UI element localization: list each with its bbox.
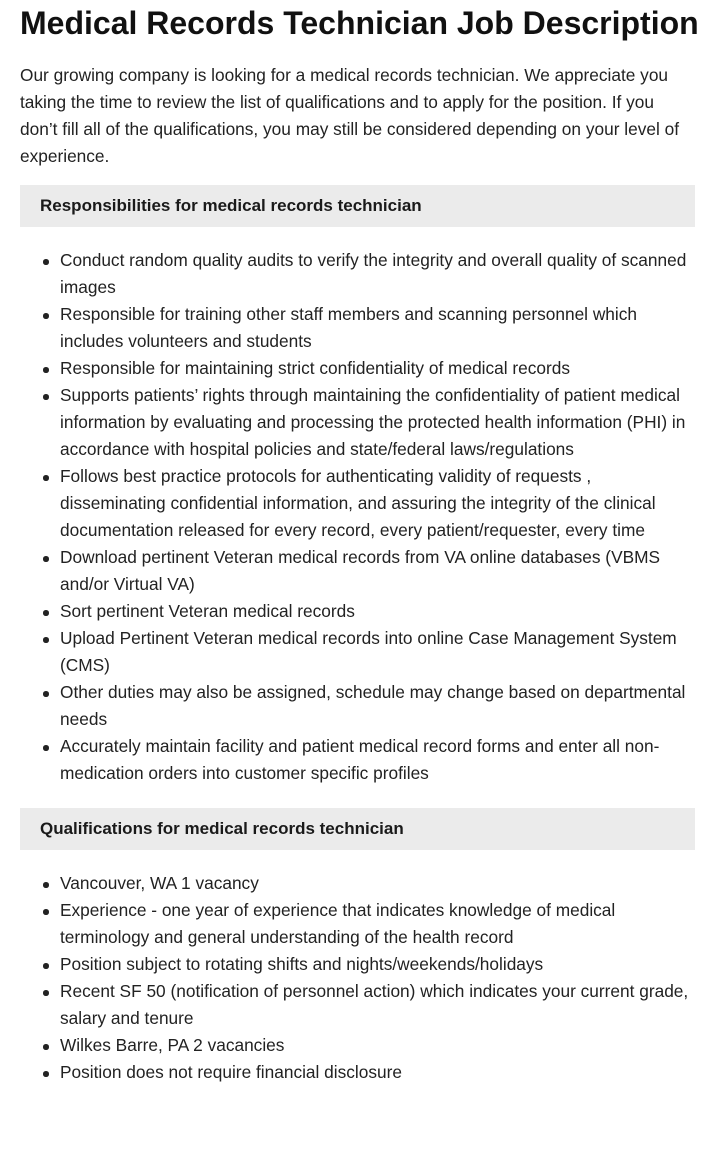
responsibility-item: Upload Pertinent Veteran medical records into online Case Management System (CMS) <box>20 625 695 679</box>
qualification-item: Experience - one year of experience that indicates knowledge of medical terminology and general understanding of the health record <box>20 897 695 951</box>
responsibility-item: Sort pertinent Veteran medical records <box>20 598 695 625</box>
responsibility-item: Download pertinent Veteran medical records from VA online databases (VBMS and/or Virtual VA) <box>20 544 695 598</box>
qualification-item: Vancouver, WA 1 vacancy <box>20 870 695 897</box>
responsibility-item: Responsible for maintaining strict confidentiality of medical records <box>20 355 695 382</box>
page-title: Medical Records Technician Job Description <box>20 5 699 41</box>
responsibility-item: Conduct random quality audits to verify the integrity and overall quality of scanned images <box>20 247 695 301</box>
responsibility-item: Supports patients’ rights through maintaining the confidentiality of patient medical information by evaluating and processing the protected health information (PHI) in accordance with hospital policies and state/federal laws/regulations <box>20 382 695 463</box>
qualification-item: Recent SF 50 (notification of personnel action) which indicates your current grade, salary and tenure <box>20 978 695 1032</box>
qualification-item: Position subject to rotating shifts and nights/weekends/holidays <box>20 951 695 978</box>
qualification-item: Position does not require financial disclosure <box>20 1059 695 1086</box>
responsibilities-header: Responsibilities for medical records technician <box>20 185 695 227</box>
intro-paragraph: Our growing company is looking for a medical records technician. We appreciate you taking the time to review the list of qualifications and to apply for the position. If you don’t fill all of the qualifications, you may still be considered depending on your level of experience. <box>20 65 679 166</box>
qualifications-list <box>20 870 695 1086</box>
responsibility-item: Accurately maintain facility and patient medical record forms and enter all non-medication orders into customer specific profiles <box>20 733 695 787</box>
responsibilities-list <box>20 247 695 787</box>
responsibility-item: Other duties may also be assigned, schedule may change based on departmental needs <box>20 679 695 733</box>
qualification-item: Wilkes Barre, PA 2 vacancies <box>20 1032 695 1059</box>
qualifications-header: Qualifications for medical records technician <box>20 808 695 850</box>
responsibility-item: Responsible for training other staff members and scanning personnel which includes volunteers and students <box>20 301 695 355</box>
responsibility-item: Follows best practice protocols for authenticating validity of requests , disseminating confidential information, and assuring the integrity of the clinical documentation released for every record, every patient/requester, every time <box>20 463 695 544</box>
